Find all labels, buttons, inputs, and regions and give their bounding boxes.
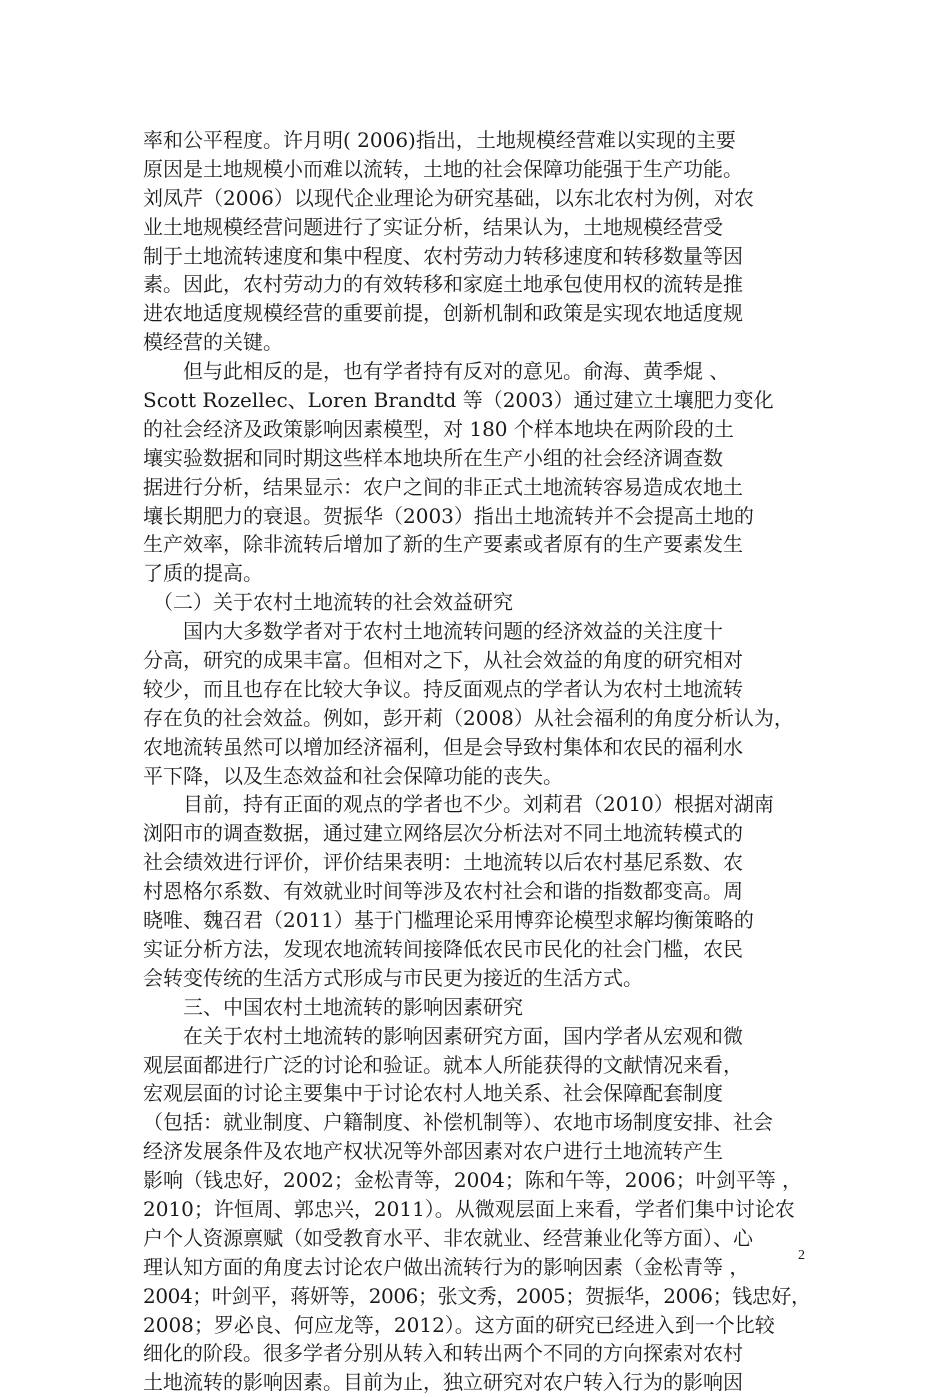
text-line: 分高，研究的成果丰富。但相对之下，从社会效益的角度的研究相对 <box>143 648 743 673</box>
text-line: 2004；叶剑平，蒋妍等，2006；张文秀，2005；贺振华，2006；钱忠好， <box>143 1283 811 1308</box>
text-line: 目前，持有正面的观点的学者也不少。刘莉君（2010）根据对湖南 <box>143 792 774 817</box>
text-line: 壤长期肥力的衰退。贺振华（2003）指出土地流转并不会提高土地的 <box>143 503 754 528</box>
text-line: 制于土地流转速度和集中程度、农村劳动力转移速度和转移数量等因 <box>143 243 743 268</box>
text-line: 存在负的社会效益。例如，彭开莉（2008）从社会福利的角度分析认为， <box>143 705 794 730</box>
text-line: 户个人资源禀赋（如受教育水平、非农就业、经营兼业化等方面）、心 <box>143 1225 753 1250</box>
text-line: 壤实验数据和同时期这些样本地块所在生产小组的社会经济调查数 <box>143 445 723 470</box>
text-line: 晓唯、魏召君（2011）基于门槛理论采用博弈论模型求解均衡策略的 <box>143 908 754 933</box>
text-line: 实证分析方法，发现农地流转间接降低农民市民化的社会门槛，农民 <box>143 936 743 961</box>
text-line: 影响（钱忠好，2002；金松青等，2004；陈和午等，2006；叶剑平等 ， <box>143 1168 803 1193</box>
text-line: 了质的提高。 <box>143 561 263 586</box>
text-line: 模经营的关键。 <box>143 330 283 355</box>
text-line: 宏观层面的讨论主要集中于讨论农村人地关系、社会保障配套制度 <box>143 1081 723 1106</box>
text-line: 细化的阶段。很多学者分别从转入和转出两个不同的方向探索对农村 <box>143 1341 743 1366</box>
text-line: 2008；罗必良、何应龙等，2012）。这方面的研究已经进入到一个比较 <box>143 1312 775 1337</box>
body-text <box>143 126 811 1397</box>
text-line: 进农地适度规模经营的重要前提，创新机制和政策是实现农地适度规 <box>143 301 743 326</box>
text-line: 刘凤芹（2006）以现代企业理论为研究基础，以东北农村为例，对农 <box>143 185 754 210</box>
text-line: 但与此相反的是，也有学者持有反对的意见。俞海、黄季焜 、 <box>143 359 730 384</box>
text-line: 观层面都进行广泛的讨论和验证。就本人所能获得的文献情况来看， <box>143 1052 743 1077</box>
text-line: 村恩格尔系数、有效就业时间等涉及农村社会和谐的指数都变高。周 <box>143 879 743 904</box>
text-line: （包括：就业制度、户籍制度、补偿机制等）、农地市场制度安排、社会 <box>143 1110 773 1135</box>
text-line: Scott Rozellec、Loren Brandtd 等（2003）通过建立土壤肥力变化 <box>143 388 774 413</box>
text-line: 国内大多数学者对于农村土地流转问题的经济效益的关注度十 <box>143 619 723 644</box>
text-line: 社会绩效进行评价，评价结果表明：土地流转以后农村基尼系数、农 <box>143 850 743 875</box>
text-line: 2010；许恒周、郭忠兴，2011）。从微观层面上来看，学者们集中讨论农 <box>143 1196 795 1221</box>
page-number: 2 <box>798 1248 805 1263</box>
text-line: 的社会经济及政策影响因素模型，对 180 个样本地块在两阶段的土 <box>143 416 734 441</box>
text-line: 素。因此，农村劳动力的有效转移和家庭土地承包使用权的流转是推 <box>143 272 743 297</box>
text-line: 土地流转的影响因素。目前为止，独立研究对农户转入行为的影响因 <box>143 1370 743 1395</box>
text-line: 浏阳市的调查数据，通过建立网络层次分析法对不同土地流转模式的 <box>143 821 743 846</box>
text-line: 原因是土地规模小而难以流转，土地的社会保障功能强于生产功能。 <box>143 156 743 181</box>
text-line: 据进行分析，结果显示：农户之间的非正式土地流转容易造成农地土 <box>143 474 743 499</box>
text-line: 平下降，以及生态效益和社会保障功能的丧失。 <box>143 763 563 788</box>
text-line: 三、中国农村土地流转的影响因素研究 <box>143 994 523 1019</box>
text-line: 农地流转虽然可以增加经济福利，但是会导致村集体和农民的福利水 <box>143 734 743 759</box>
text-line: 在关于农村土地流转的影响因素研究方面，国内学者从宏观和微 <box>143 1023 743 1048</box>
text-line: 经济发展条件及农地产权状况等外部因素对农户进行土地流转产生 <box>143 1139 723 1164</box>
text-line: 率和公平程度。许月明( 2006)指出，土地规模经营难以实现的主要 <box>143 128 736 152</box>
text-line: 会转变传统的生活方式形成与市民更为接近的生活方式。 <box>143 965 643 990</box>
text-line: 较少，而且也存在比较大争议。持反面观点的学者认为农村土地流转 <box>143 676 743 701</box>
text-line: 业土地规模经营问题进行了实证分析，结果认为，土地规模经营受 <box>143 214 723 239</box>
text-line: （二）关于农村土地流转的社会效益研究 <box>143 590 513 615</box>
text-line: 生产效率，除非流转后增加了新的生产要素或者原有的生产要素发生 <box>143 532 743 557</box>
text-line: 理认知方面的角度去讨论农户做出流转行为的影响因素（金松青等 ， <box>143 1254 750 1279</box>
